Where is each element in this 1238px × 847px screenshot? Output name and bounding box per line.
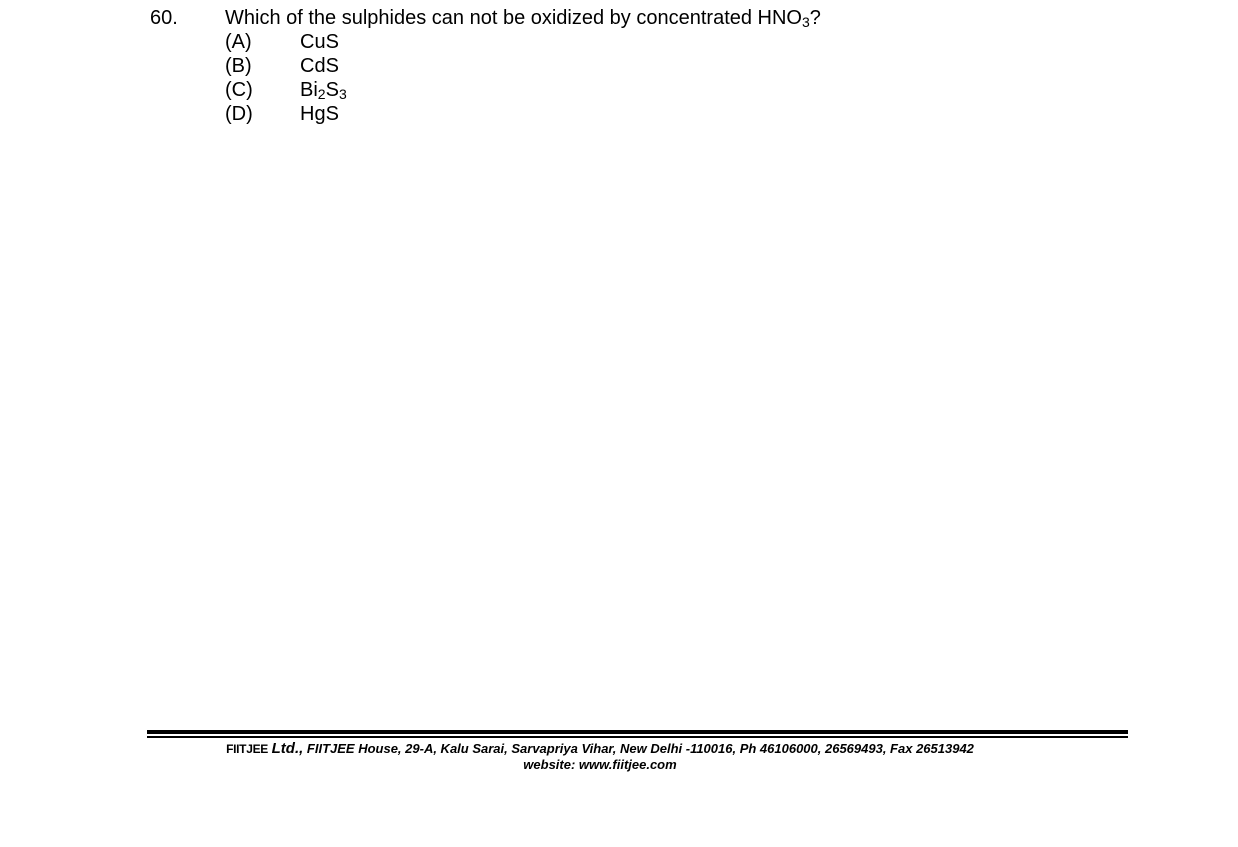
formula-element: S [325,79,339,101]
option-label: (D) [225,103,253,125]
option-c [225,78,347,102]
option-text: HgS [300,103,339,125]
formula-subscript: 2 [317,86,326,102]
option-label: (A) [225,31,252,53]
question-number: 60. [150,7,178,29]
footer-address: FIITJEE House, 29-A, Kalu Sarai, Sarvapriya Vihar, New Delhi -110016, Ph 46106000, 26569493, Fax 26513942 [306,741,974,756]
option-label: (B) [225,55,252,77]
formula-element: Bi [300,79,318,101]
footer-divider-thick [147,730,1128,734]
option-b [225,54,347,78]
footer-brand: FIITJEE [226,742,268,756]
option-text: CdS [300,55,339,77]
question-mark: ? [809,7,821,29]
footer-ltd: Ltd., [271,740,304,757]
option-a [225,30,347,54]
question-text [225,6,821,30]
footer-divider-thin [147,736,1128,738]
option-d [225,102,347,126]
option-label: (C) [225,79,253,101]
formula-subscript: 3 [802,14,810,30]
formula-subscript: 3 [338,86,347,102]
footer-website: website: www.fiitjee.com [523,757,677,772]
options-list [225,30,347,126]
question-text-main: Which of the sulphides can not be oxidized by concentrated HNO [225,7,802,29]
option-text: CuS [300,31,339,53]
footer-address-line [147,741,1053,757]
option-text [300,78,347,102]
